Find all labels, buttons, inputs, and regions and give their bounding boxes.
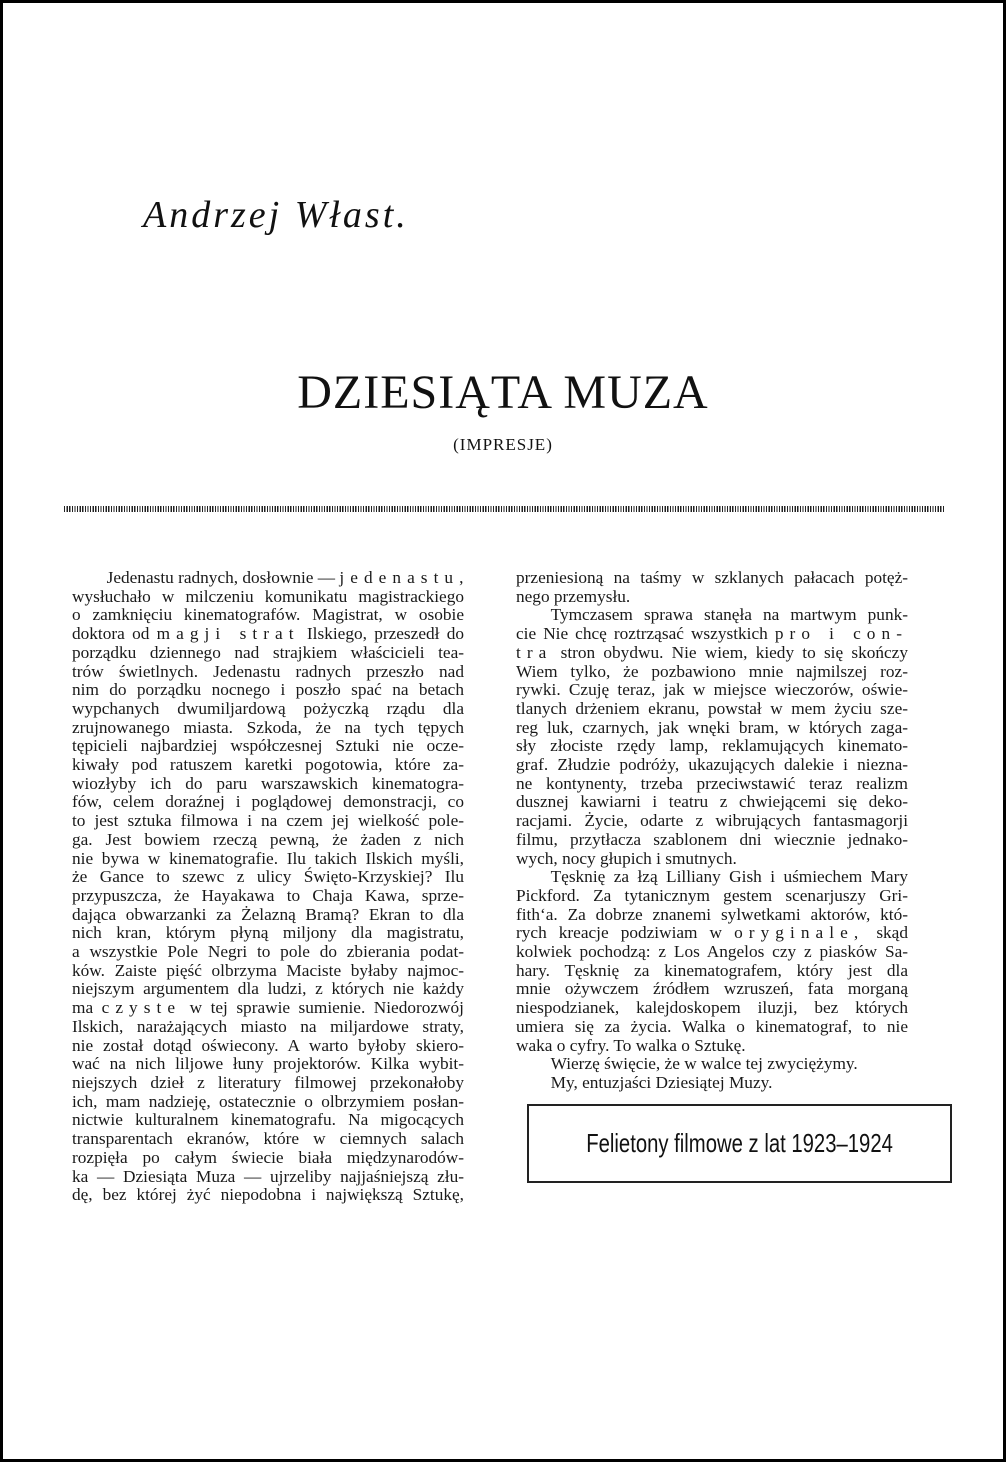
text-line: Tęsknię za łzą Lilliany Gish i uśmiechem Mary [550, 867, 908, 887]
text-line: ma czyste w tej sprawie sumienie. Niedorozwój [72, 998, 464, 1018]
text-line: Wierzę święcie, że w walce tej zwyciężymy. [550, 1054, 858, 1074]
text-line: dusznej kawiarni i teatru z chwiejącemi się deko- [516, 792, 908, 812]
text-line: porządku dziennego nad strajkiem właścicieli tea- [72, 642, 464, 662]
text-line: ne kontynenty, trzeba przeciwstawić teraz realizm [516, 773, 908, 793]
right-column [516, 569, 908, 1093]
text-line: graf. Złudzie podróży, ukazujących dalekie i niezna- [516, 755, 908, 775]
text-line: sły złociste rzędy lamp, reklamujących kinemato- [516, 736, 908, 756]
text-line: nich kran, którym płyną miljony dla magistratu, [72, 923, 464, 943]
text-line: rozpięła po całym świecie biała międzynarodów- [72, 1147, 464, 1167]
text-line: przeniesioną na taśmy w szklanych pałacach potęż- [516, 568, 908, 587]
text-line: fith‘a. Za dobrze znanemi sylwetkami aktorów, któ- [516, 904, 908, 924]
text-line: zrujnowanego miasta. Szkoda, że na tych tępych [72, 717, 464, 737]
text-line: wysłuchało w milczeniu komunikatu magistrackiego [72, 586, 464, 606]
text-line: dająca obwarzanki za Żelazną Bramą? Ekran to dla [72, 904, 464, 924]
text-line: Tymczasem sprawa stanęła na martwym punk- [550, 605, 908, 625]
article-title: DZIESIĄTA MUZA [297, 366, 709, 419]
text-line: przypuszcza, że Hayakawa to Chaja Kawa, sprze- [72, 885, 464, 905]
text-line: Wiem tylko, że pozbawiono mnie najmilszej roz- [516, 661, 908, 681]
text-line: umiera się za życia. Walka o kinematograf, to nie [516, 1016, 908, 1036]
text-line: niespodzianek, kalejdoskopem iluzji, bez których [516, 998, 908, 1018]
text-line: Jedenastu radnych, dosłownie — jedenastu, [106, 568, 470, 587]
text-line: a wszystkie Pole Negri to pole do zbierania podat- [72, 942, 464, 962]
text-line: dę, bez której żyć niepodobna i największą Sztukę, [72, 1185, 464, 1205]
text-line: ka — Dziesiąta Muza — ujrzeliby najjaśniejszą złu- [72, 1166, 464, 1186]
series-note-text: Felietony filmowe z lat 1923–1924 [586, 1128, 893, 1158]
text-line: hary. Tęsknię za kinematografem, który jest dla [516, 960, 908, 980]
decorative-divider [64, 506, 944, 512]
text-line: wać na nich liljowe łuny projektorów. Kilka wybit- [72, 1054, 464, 1074]
text-line: ich, mam nadzieję, ostatecznie o olbrzymiem posłan- [72, 1091, 464, 1111]
text-line: niejszych dzieł z literatury filmowej przekonałoby [72, 1072, 464, 1092]
text-line: nego przemysłu. [516, 586, 631, 606]
text-line: ga. Jest bowiem rzeczą pewną, że żaden z nich [72, 829, 464, 849]
text-line: trów świetlnych. Jedenastu radnych przeszło nad [72, 661, 464, 681]
text-line: tępicieli najbardziej współczesnej Sztuki nie ocze- [72, 736, 464, 756]
text-line: że Gance to szewc z ulicy Święto-Krzyskiej? Ilu [72, 867, 464, 887]
text-line: nie został dotąd oświecony. A warto byłoby skiero- [72, 1035, 464, 1055]
text-line: Pickford. Za tytanicznym gestem scenarjuszy Gri- [516, 885, 908, 905]
text-line: kolwiek pochodzą: z Los Angelos czy z piasków Sa- [516, 942, 908, 962]
text-line: tra stron obydwu. Nie wiem, kiedy to się skończy [516, 642, 908, 662]
left-column [72, 568, 470, 1205]
text-line: nim do porządku nocnego i poszło spać na betach [72, 680, 464, 700]
text-line: to jest sztuka filmowa i na czem jej wielkość pole- [72, 811, 464, 831]
text-line: tlanych drżeniem ekranu, powstał w mem życiu sze- [516, 698, 908, 718]
text-line: nie bywa w kinematografie. Ilu takich Ilskich myśli, [72, 848, 464, 868]
text-line: Ilskich, narażających miasto na miljardowe straty, [72, 1016, 464, 1036]
text-line: o zamknięciu kinematografów. Magistrat, w osobie [72, 605, 464, 625]
text-line: mnie ożywczem źródłem wzruszeń, fata morganą [516, 979, 908, 999]
text-line: ków. Zaiste pięść olbrzyma Maciste byłaby najmoc- [72, 960, 464, 980]
text-line: nictwie kulturalnem kinematografu. Na migocących [72, 1110, 464, 1130]
text-line: reg luk, czarnych, jak wnęki bram, w których zaga- [516, 717, 908, 737]
text-line: doktora od magji strat Ilskiego, przeszedł do [72, 624, 464, 644]
text-line: wych, nocy głupich i smutnych. [516, 848, 737, 868]
series-note-box [527, 1104, 952, 1183]
text-line: kiwały pod ratuszem karetki pogotowia, które za- [72, 755, 464, 775]
text-line: filmu, przytłacza szablonem dni wiecznie jednako- [516, 829, 908, 849]
author-name: Andrzej Włast. [143, 194, 409, 236]
text-line: My, entuzjaści Dziesiątej Muzy. [550, 1072, 773, 1092]
text-line: rywki. Czuję teraz, jak w miejsce wieczorów, oświe- [516, 680, 908, 700]
text-line: wypchanych dwumiljardową pożyczką rządu dla [72, 698, 464, 718]
article-subtitle: (IMPRESJE) [453, 435, 553, 454]
text-line: fów, celem doraźnej i poglądowej demonstracji, co [72, 792, 464, 812]
text-line: transparentach ekranów, które w ciemnych salach [72, 1129, 464, 1149]
text-line: waka o cyfry. To walka o Sztukę. [516, 1035, 746, 1055]
text-line: wiozłyby ich do paru warszawskich kinematogra- [72, 773, 464, 793]
text-line: niejszym argumentem dla ludzi, z których nie każdy [72, 979, 464, 999]
text-line: racjami. Życie, odarte z wibrujących fantasmagorji [516, 811, 908, 831]
text-line: cie Nie chcę roztrząsać wszystkich pro i con- [516, 624, 908, 644]
text-line: rych kreacje podziwiam w oryginale, skąd [516, 923, 908, 943]
